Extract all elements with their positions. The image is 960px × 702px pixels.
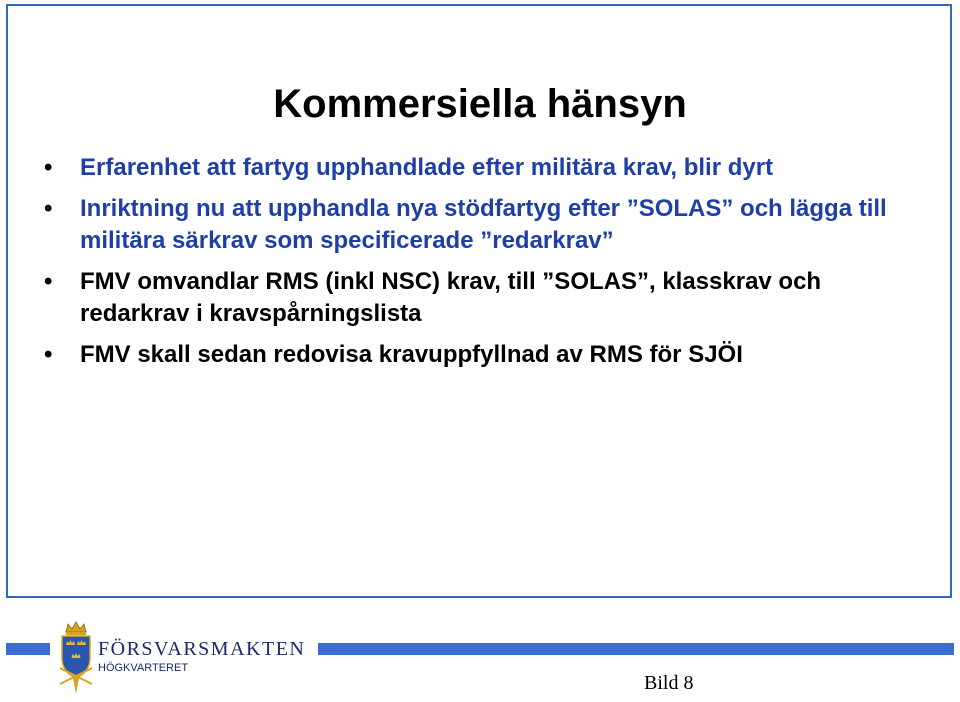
bullet-list	[44, 152, 924, 380]
footer-accent-bar-right	[318, 643, 954, 655]
slide-title: Kommersiella hänsyn	[273, 82, 687, 126]
bullet-item: • Inriktning nu att upphandla nya stödfartyg efter ”SOLAS” och lägga till militära särkrav som specificerade ”redarkrav”	[44, 193, 924, 257]
bullet-item: • FMV omvandlar RMS (inkl NSC) krav, till ”SOLAS”, klasskrav och redarkrav i kravspårningslista	[44, 266, 924, 330]
brand-name: FÖRSVARSMAKTEN	[98, 638, 306, 660]
bullet-item: • FMV skall sedan redovisa kravuppfyllnad av RMS för SJÖI	[44, 339, 924, 371]
bullet-item: • Erfarenhet att fartyg upphandlade efter militära krav, blir dyrt	[44, 152, 924, 184]
slide-number: Bild 8	[644, 672, 694, 694]
three-crowns-crest-icon	[56, 618, 96, 698]
footer-accent-bar-left	[6, 643, 50, 655]
brand-subtitle: HÖGKVARTERET	[98, 662, 189, 674]
